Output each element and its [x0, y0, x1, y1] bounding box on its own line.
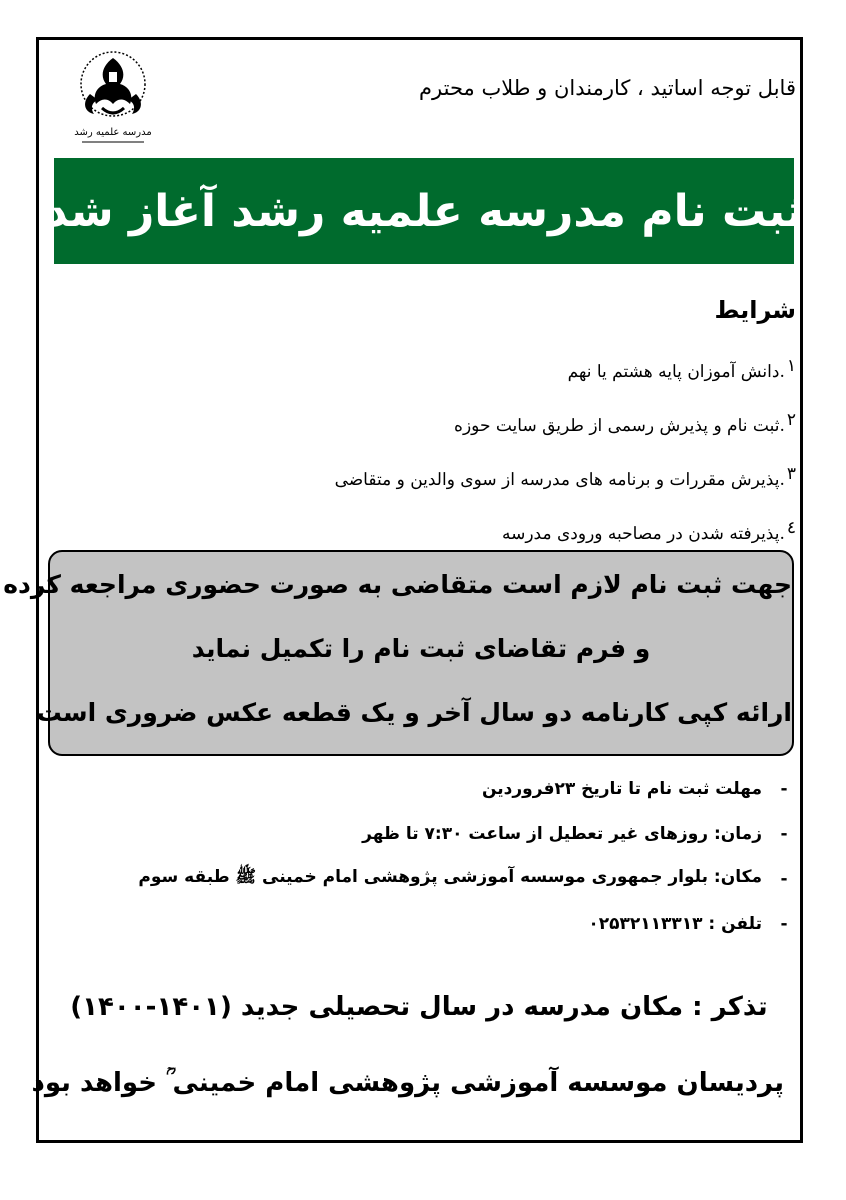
conditions-title: شرایط [714, 296, 796, 324]
list-item [56, 766, 796, 811]
item-number: ٤ [786, 518, 796, 538]
item-text: .دانش آموزان پایه هشتم یا نهم [567, 362, 785, 382]
notice-line-2: و فرم تقاضای ثبت نام را تکمیل نماید [191, 634, 651, 663]
footer-note-line-2: پردیسان موسسه آموزشی پژوهشی امام خمینی ؒ خواهد بود [31, 1068, 784, 1098]
dash-bullet: - [780, 823, 788, 844]
list-item [56, 901, 796, 946]
item-number: ۲ [786, 410, 796, 430]
item-text: .پذیرفته شدن در مصاحبه ورودی مدرسه [501, 524, 785, 544]
notice-line-3: ارائه کپی کارنامه دو سال آخر و یک قطعه عکس ضروری است [36, 698, 792, 727]
school-logo [72, 46, 154, 150]
dash-bullet: - [780, 913, 788, 934]
deadline-text: مهلت ثبت نام تا تاریخ ۲۳فروردین [481, 778, 762, 799]
item-number: ۱ [786, 356, 796, 376]
location-text: مکان: بلوار جمهوری موسسه آموزشی پژوهشی امام خمینی ﷺ طبقه سوم [138, 867, 762, 887]
logo-text: مدرسه علمیه رشد [74, 127, 152, 138]
item-number: ۳ [786, 464, 796, 484]
item-text: .پذیرش مقررات و برنامه های مدرسه از سوی والدین و متقاضی [334, 470, 785, 490]
audience-line: قابل توجه اساتید ، کارمندان و طلاب محترم [419, 76, 796, 100]
dash-bullet: - [780, 778, 788, 799]
banner-title: ثبت نام مدرسه علمیه رشد آغاز شد [44, 185, 804, 237]
phone-text: تلفن : ۰۲۵۳۲۱۱۳۳۱۳ [588, 913, 762, 934]
item-text: .ثبت نام و پذیرش رسمی از طریق سایت حوزه [454, 416, 785, 436]
list-item [56, 811, 796, 856]
list-item [76, 453, 796, 507]
conditions-list [76, 345, 796, 561]
list-item [56, 856, 796, 901]
dash-bullet: - [780, 868, 788, 889]
footer-note-line-1: تذکر : مکان مدرسه در سال تحصیلی جدید (۱۴۰۱-۱۴۰۰) [70, 992, 768, 1022]
list-item [76, 345, 796, 399]
list-item [76, 399, 796, 453]
title-banner [44, 158, 804, 264]
time-text: زمان: روزهای غیر تعطیل از ساعت ۷:۳۰ تا ظهر [362, 823, 762, 844]
school-logo-icon [72, 46, 154, 150]
notice-line-1: جهت ثبت نام لازم است متقاضی به صورت حضوری مراجعه کرده [3, 570, 792, 599]
notice-box [3, 550, 794, 756]
details-list [56, 766, 796, 946]
